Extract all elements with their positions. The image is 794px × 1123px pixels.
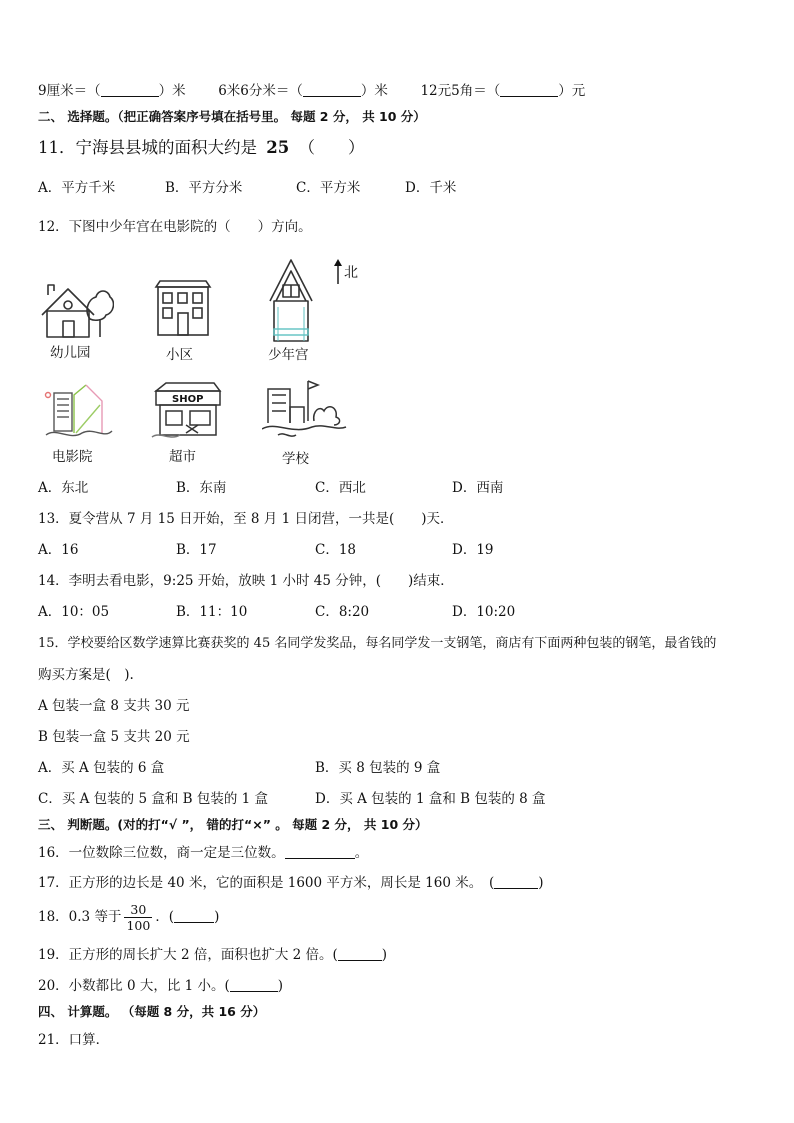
answer-blank[interactable] <box>230 978 278 992</box>
q12-option-b[interactable]: B．东南 <box>176 480 227 496</box>
fill-b-left: 6米6分米＝（ <box>218 83 303 99</box>
north-arrow-icon <box>332 259 344 285</box>
q15-option-c[interactable]: C．买 A 包装的 5 盒和 B 包装的 1 盒 <box>38 791 269 807</box>
fill-b-right: ）米 <box>360 83 388 99</box>
q15-option-a[interactable]: A．买 A 包装的 6 盒 <box>38 760 165 776</box>
q12-option-d[interactable]: D．西南 <box>452 480 504 496</box>
fill-a-left: 9厘米＝（ <box>38 83 101 99</box>
question-stem: 16．一位数除三位数，商一定是三位数。 <box>38 845 285 861</box>
answer-blank[interactable] <box>174 909 214 923</box>
section-header-judge: 三、 判断题。(对的打“√ ”， 错的打“×” 。 每题 2 分， 共 10 分） <box>38 817 428 832</box>
pack-b-info: B 包装一盒 5 支共 20 元 <box>38 729 190 745</box>
question-19 <box>38 946 387 964</box>
north-label: 北 <box>344 265 358 281</box>
stem-end: ) <box>538 875 544 891</box>
question-17 <box>38 874 544 892</box>
q13-option-d[interactable]: D．19 <box>452 542 494 558</box>
q11-option-b[interactable]: B．平方分米 <box>165 180 243 196</box>
place-label-supermarket: 超市 <box>169 449 196 465</box>
q11-option-c[interactable]: C．平方米 <box>296 180 361 196</box>
q14-option-c[interactable]: C．8:20 <box>315 604 370 620</box>
stem-middle: ．( <box>155 909 175 925</box>
question-15-line-2: 购买方案是( ). <box>38 667 134 683</box>
q13-option-b[interactable]: B．17 <box>176 542 217 558</box>
fraction-denominator: 100 <box>126 918 151 933</box>
question-15-line-1: 15．学校要给区数学速算比赛获奖的 45 名同学发奖品，每名同学发一支钢笔，商店有下面两种包装的钢笔，最省钱的 <box>38 636 717 651</box>
place-label-school: 学校 <box>282 451 309 467</box>
answer-paren[interactable]: （ ） <box>298 138 365 157</box>
section-header-choice: 二、 选择题。（把正确答案序号填在括号里。 每题 2 分， 共 10 分） <box>38 109 426 124</box>
place-label-youth-palace: 少年宫 <box>268 347 309 363</box>
stem-end: ) <box>277 978 284 994</box>
q14-option-a[interactable]: A．10：05 <box>38 604 110 620</box>
answer-blank[interactable] <box>101 83 159 97</box>
question-13: 13．夏令营从 7 月 15 日开始，至 8 月 1 日闭营，一共是( )天． <box>38 511 454 527</box>
q15-option-d[interactable]: D．买 A 包装的 1 盒和 B 包装的 8 盒 <box>315 791 546 807</box>
question-stem: 11．宁海县县城的面积大约是 <box>38 138 257 157</box>
cinema-building-icon <box>42 381 114 443</box>
answer-blank[interactable] <box>303 83 361 97</box>
fraction-numerator: 30 <box>124 902 152 918</box>
fill-c-left: 12元5角＝（ <box>420 83 501 99</box>
place-label-kindergarten: 幼儿园 <box>50 345 91 361</box>
answer-blank[interactable] <box>494 875 538 889</box>
fill-a-right: ）米 <box>158 83 186 99</box>
q13-option-c[interactable]: C．18 <box>315 542 357 558</box>
fill-in-row <box>38 82 585 100</box>
section-header-calculation: 四、 计算题。 （每题 8 分，共 16 分） <box>38 1004 266 1019</box>
q12-option-c[interactable]: C．西北 <box>315 480 366 496</box>
stem-end: ) <box>214 909 220 925</box>
area-number: 25 <box>266 138 290 157</box>
q15-option-b[interactable]: B．买 8 包装的 9 盒 <box>315 760 441 776</box>
pack-a-info: A 包装一盒 8 支共 30 元 <box>38 698 190 714</box>
question-16 <box>38 844 368 862</box>
stem-end: ) <box>381 947 388 963</box>
q13-option-a[interactable]: A．16 <box>38 542 79 558</box>
place-label-community: 小区 <box>166 347 193 363</box>
direction-map-figure <box>36 255 366 470</box>
q14-option-b[interactable]: B．11：10 <box>176 604 248 620</box>
question-stem: 17．正方形的边长是 40 米，它的面积是 1600 平方米，周长是 160 米。 ( <box>38 875 495 891</box>
place-label-cinema: 电影院 <box>52 449 93 465</box>
supermarket-shop-icon <box>150 381 224 443</box>
answer-blank[interactable] <box>285 845 355 859</box>
q12-option-a[interactable]: A．东北 <box>38 480 89 496</box>
question-18 <box>38 900 219 934</box>
answer-blank[interactable] <box>500 83 558 97</box>
shop-sign: SHOP <box>172 394 204 405</box>
school-building-icon <box>262 377 348 443</box>
question-12: 12．下图中少年宫在电影院的（ ）方向。 <box>38 219 312 235</box>
q14-option-d[interactable]: D．10:20 <box>452 604 516 620</box>
kindergarten-icon <box>38 275 114 339</box>
question-21: 21．口算． <box>38 1032 110 1048</box>
question-11 <box>38 137 364 159</box>
question-20 <box>38 977 283 995</box>
question-stem: 20．小数都比 0 大，比 1 小。( <box>38 978 230 994</box>
community-building-icon <box>154 279 214 339</box>
question-14: 14．李明去看电影，9:25 开始，放映 1 小时 45 分钟，( )结束． <box>38 573 454 589</box>
answer-blank[interactable] <box>338 947 382 961</box>
q11-option-a[interactable]: A．平方千米 <box>38 180 116 196</box>
question-stem: 19．正方形的周长扩大 2 倍，面积也扩大 2 倍。( <box>38 947 338 963</box>
question-stem: 18．0.3 等于 <box>38 909 122 925</box>
stem-end: 。 <box>354 845 369 861</box>
youth-palace-tower-icon <box>266 257 316 343</box>
fill-c-right: ）元 <box>558 83 586 99</box>
q11-option-d[interactable]: D．千米 <box>405 180 457 196</box>
fraction-30-over-100 <box>124 902 152 933</box>
